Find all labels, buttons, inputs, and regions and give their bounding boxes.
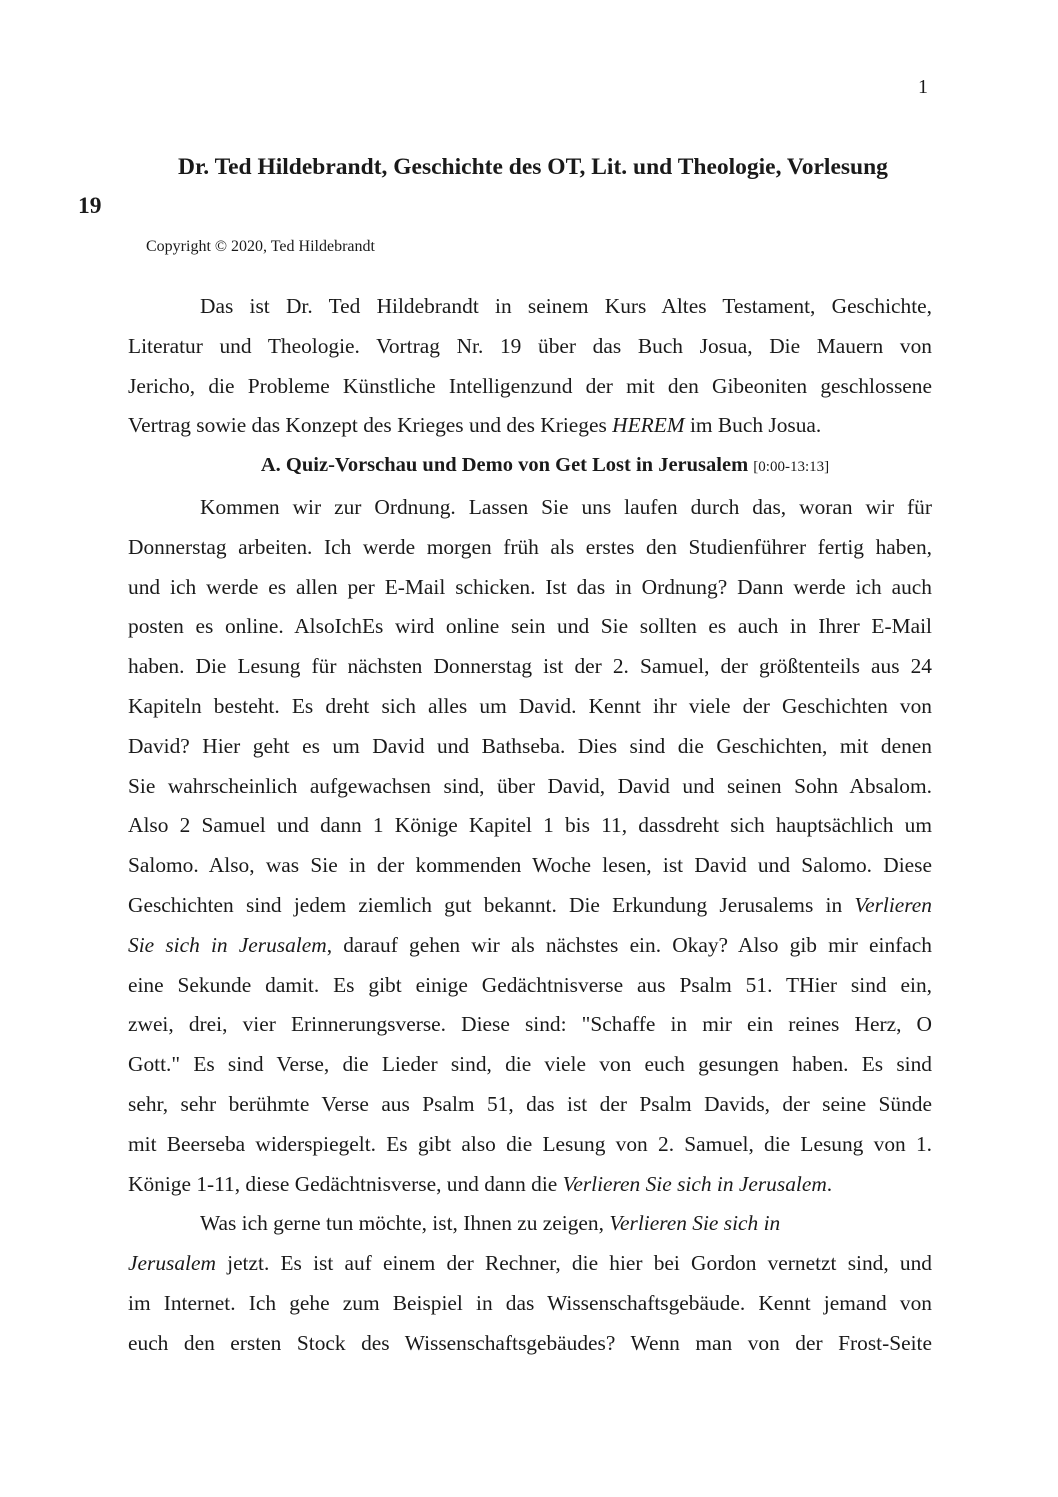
paragraph-1 bbox=[128, 488, 932, 1204]
p1-line: Also 2 Samuel und dann 1 Könige Kapitel 1 bis 11, dassdreht sich hauptsächlich um bbox=[128, 813, 932, 838]
p1-line: Salomo. Also, was Sie in der kommenden Woche lesen, ist David und Salomo. Diese bbox=[128, 853, 932, 878]
p1-line: David? Hier geht es um David und Bathseba. Dies sind die Geschichten, mit denen bbox=[128, 733, 932, 758]
p1-line: Kommen wir zur Ordnung. Lassen Sie uns laufen durch das, woran wir für bbox=[200, 494, 932, 519]
intro-line-2: Literatur und Theologie. Vortrag Nr. 19 über das Buch Josua, Die Mauern von bbox=[128, 333, 932, 358]
p2-text: Was ich gerne tun möchte, ist, Ihnen zu zeigen, bbox=[200, 1211, 610, 1236]
p1-line: und ich werde es allen per E-Mail schicken. Ist das in Ordnung? Dann werde ich auch bbox=[128, 574, 932, 599]
p1-line: Donnerstag arbeiten. Ich werde morgen früh als erstes den Studienführer fertig haben, bbox=[128, 534, 932, 559]
book-title-italic: Sie sich in Jerusalem bbox=[128, 932, 327, 957]
p1-text: Geschichten sind jedem ziemlich gut bekannt. Die Erkundung Jerusalems in bbox=[128, 892, 855, 917]
intro-paragraph bbox=[128, 287, 932, 446]
lecture-title bbox=[78, 148, 932, 226]
p2-line: im Internet. Ich gehe zum Beispiel in das Wissenschaftsgebäude. Kennt jemand von bbox=[128, 1290, 932, 1315]
intro-text-end: im Buch Josua. bbox=[684, 413, 822, 438]
p2-text: jetzt. Es ist auf einem der Rechner, die hier bei Gordon vernetzt sind, und bbox=[215, 1251, 932, 1276]
book-title-italic: Verlieren Sie sich in Jerusalem bbox=[562, 1171, 827, 1196]
book-title-italic: Verlieren bbox=[854, 892, 932, 917]
title-line-2: 19 bbox=[78, 193, 102, 219]
section-a-heading bbox=[128, 446, 932, 488]
title-line-1: Dr. Ted Hildebrandt, Geschichte des OT, Lit. und Theologie, Vorlesung bbox=[178, 154, 888, 180]
intro-line-3: Jericho, die Probleme Künstliche Intelligenzund der mit den Gibeoniten geschlossene bbox=[128, 373, 932, 398]
p1-line: posten es online. AlsoIchEs wird online sein und Sie sollten es auch in Ihrer E-Mail bbox=[128, 614, 932, 639]
herem-term: HEREM bbox=[612, 413, 685, 438]
book-title-italic: Verlieren Sie sich in bbox=[609, 1211, 781, 1236]
p1-line bbox=[128, 1165, 932, 1205]
intro-line-4 bbox=[128, 406, 932, 446]
p1-line: Sie wahrscheinlich aufgewachsen sind, über David, David und seinen Sohn Absalom. bbox=[128, 773, 932, 798]
copyright-notice: Copyright © 2020, Ted Hildebrandt bbox=[146, 238, 375, 255]
document-body bbox=[128, 287, 932, 1364]
paragraph-2 bbox=[128, 1204, 932, 1363]
p1-text: Könige 1-11, diese Gedächtnisverse, und dann die bbox=[128, 1171, 563, 1196]
page-number: 1 bbox=[918, 76, 928, 98]
p2-line bbox=[128, 1244, 932, 1284]
p1-line bbox=[128, 926, 932, 966]
p1-line: mit Beerseba widerspiegelt. Es gibt also die Lesung von 2. Samuel, die Lesung von 1. bbox=[128, 1131, 932, 1156]
section-a-title: A. Quiz-Vorschau und Demo von Get Lost in Jerusalem bbox=[260, 454, 749, 477]
p1-text: , darauf gehen wir als nächstes ein. Okay? Also gib mir einfach bbox=[326, 932, 932, 957]
p1-line: zwei, drei, vier Erinnerungsverse. Diese sind: "Schaffe in mir ein reines Herz, O bbox=[128, 1012, 932, 1037]
section-a-timestamp: [0:00-13:13] bbox=[753, 459, 830, 476]
intro-text: Vertrag sowie das Konzept des Krieges und des Krieges bbox=[128, 413, 613, 438]
p1-line: Gott." Es sind Verse, die Lieder sind, die viele von euch gesungen haben. Es sind bbox=[128, 1052, 932, 1077]
p1-line: Kapiteln besteht. Es dreht sich alles um David. Kennt ihr viele der Geschichten von bbox=[128, 693, 932, 718]
p1-line bbox=[128, 886, 932, 926]
p2-line bbox=[128, 1204, 932, 1244]
p1-text: . bbox=[826, 1171, 833, 1196]
p1-line: eine Sekunde damit. Es gibt einige Gedächtnisverse aus Psalm 51. THier sind ein, bbox=[128, 972, 932, 997]
p2-line: euch den ersten Stock des Wissenschaftsgebäudes? Wenn man von der Frost-Seite bbox=[128, 1330, 932, 1355]
intro-line-1: Das ist Dr. Ted Hildebrandt in seinem Kurs Altes Testament, Geschichte, bbox=[200, 294, 932, 318]
p1-line: haben. Die Lesung für nächsten Donnerstag ist der 2. Samuel, der größtenteils aus 24 bbox=[128, 654, 932, 679]
p1-line: sehr, sehr berühmte Verse aus Psalm 51, das ist der Psalm Davids, der seine Sünde bbox=[128, 1091, 932, 1116]
book-title-italic: Jerusalem bbox=[128, 1251, 216, 1276]
